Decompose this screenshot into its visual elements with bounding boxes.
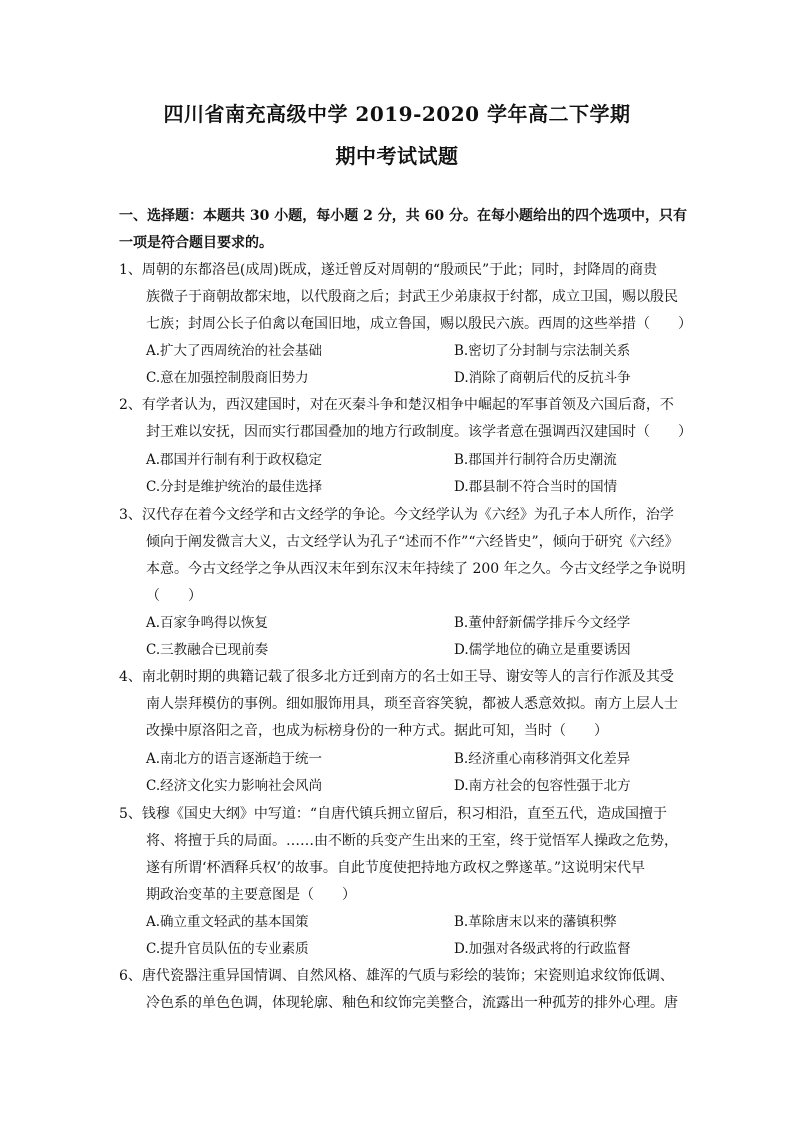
- question-2-line-2: 封王难以安抚，因而实行郡国叠加的地方行政制度。该学者意在强调西汉建国时（ ）: [146, 424, 692, 440]
- page-title-line-2: 期中考试试题: [335, 144, 459, 168]
- question-5-option-c: C.提升官员队伍的专业素质: [146, 941, 309, 957]
- question-5-line-4: 期政治变革的主要意图是（ ）: [146, 887, 356, 903]
- question-3-option-c: C.三教融合已现前奏: [146, 642, 269, 658]
- question-4-option-c: C.经济文化实力影响社会风尚: [146, 778, 323, 794]
- question-5-option-b: B.革除唐末以来的藩镇积弊: [454, 914, 617, 930]
- question-1-option-b: B.密切了分封制与宗法制关系: [454, 343, 631, 359]
- section-instruction-line-1: 一、选择题：本题共 30 小题，每小题 2 分，共 60 分。在每小题给出的四个选项中，只有: [119, 208, 687, 224]
- question-3-option-a: A.百家争鸣得以恢复: [146, 615, 269, 631]
- question-3-option-d: D.儒学地位的确立是重要诱因: [454, 642, 631, 658]
- question-3-line-4: （ ）: [146, 588, 202, 604]
- question-1-option-a: A.扩大了西周统治的社会基础: [146, 343, 323, 359]
- question-3-line-1: 3、汉代存在着今文经学和古文经学的争论。今文经学认为《六经》为孔子本人所作，治学: [119, 507, 674, 523]
- question-1-line-1: 1、周朝的东都洛邑(成周)既成，遂迁曾反对周朝的“殷顽民”于此；同时，封降周的商贵: [119, 262, 658, 278]
- question-4-line-3: 改操中原洛阳之音，也成为标榜身份的一种方式。据此可知，当时（ ）: [146, 723, 608, 739]
- question-5-line-3: 遂有所谓‘杯酒释兵权’的故事。自此节度使把持地方政权之弊遂革。”这说明宋代早: [146, 860, 646, 876]
- question-2-line-1: 2、有学者认为，西汉建国时，对在灭秦斗争和楚汉相争中崛起的军事首领及六国后裔，不: [119, 397, 674, 413]
- question-4-option-d: D.南方社会的包容性强于北方: [454, 778, 631, 794]
- question-6-line-2: 冷色系的单色色调，体现轮廓、釉色和纹饰完美整合，流露出一种孤芳的排外心理。唐: [146, 995, 678, 1011]
- question-6-line-1: 6、唐代瓷器注重异国情调、自然风格、雄浑的气质与彩绘的装饰；宋瓷则追求纹饰低调、: [119, 968, 674, 984]
- section-instruction-line-2: 一项是符合题目要求的。: [119, 235, 273, 251]
- question-1-line-2: 族微子于商朝故都宋地，以代殷商之后；封武王少弟康叔于纣都，成立卫国，赐以殷民: [146, 289, 678, 305]
- question-5-option-d: D.加强对各级武将的行政监督: [454, 941, 631, 957]
- question-2-option-c: C.分封是维护统治的最佳选择: [146, 479, 323, 495]
- question-3-line-3: 本意。今古文经学之争从西汉末年到东汉末年持续了 200 年之久。今古文经学之争说明: [146, 561, 686, 577]
- question-5-line-2: 将、将擅于兵的局面。……由不断的兵变产生出来的王室，终于觉悟军人操政之危势，: [146, 833, 678, 849]
- question-3-option-b: B.董仲舒新儒学排斥今文经学: [454, 615, 631, 631]
- question-4-option-b: B.经济重心南移消弭文化差异: [454, 751, 631, 767]
- question-4-option-a: A.南北方的语言逐渐趋于统一: [146, 751, 323, 767]
- question-2-option-a: A.郡国并行制有利于政权稳定: [146, 452, 323, 468]
- question-5-line-1: 5、钱穆《国史大纲》中写道：“自唐代镇兵拥立留后，积习相沿，直至五代，造成国擅于: [119, 806, 668, 822]
- question-3-line-2: 倾向于阐发微言大义，古文经学认为孔子“述而不作”“六经皆史”，倾向于研究《六经》: [146, 534, 679, 550]
- question-5-option-a: A.确立重文轻武的基本国策: [146, 914, 309, 930]
- question-1-line-3: 七族；封周公长子伯禽以奄国旧地，成立鲁国，赐以殷民六族。西周的这些举措（ ）: [146, 316, 692, 332]
- question-1-option-c: C.意在加强控制殷商旧势力: [146, 370, 309, 386]
- question-1-option-d: D.消除了商朝后代的反抗斗争: [454, 370, 631, 386]
- question-4-line-1: 4、南北朝时期的典籍记载了很多北方迁到南方的名士如王导、谢安等人的言行作派及其受: [119, 669, 674, 685]
- question-2-option-d: D.郡县制不符合当时的国情: [454, 479, 618, 495]
- question-2-option-b: B.郡国并行制符合历史潮流: [454, 452, 617, 468]
- question-4-line-2: 南人崇拜模仿的事例。细如服饰用具，琐至音容笑貌，都被人悉意效拟。南方上层人士: [146, 696, 678, 712]
- page-title-line-1: 四川省南充高级中学 2019-2020 学年高二下学期: [163, 102, 631, 126]
